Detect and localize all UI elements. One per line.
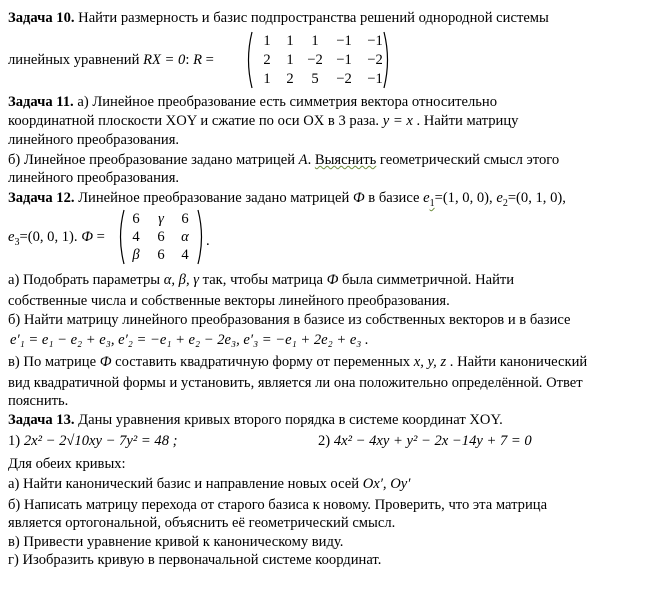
task12-v-line1 <box>8 353 587 371</box>
matrix-R-cell: −1 <box>336 52 352 68</box>
task12-e2-sub: 2 <box>502 197 508 209</box>
task12-title: Задача 12. <box>8 190 75 206</box>
task11-line2 <box>8 112 518 130</box>
task10-equation: RX = 0 <box>143 52 186 68</box>
task12-b-line1: б) Найти матрицу линейного преобразования в базисе из собственных векторов и в базисе <box>8 312 571 328</box>
task12-text1b: в базисе <box>364 190 424 206</box>
task12-e2-val: =(0, 1, 0), <box>507 190 566 206</box>
task10-colon: : <box>185 52 194 68</box>
task13-c: в) Привести уравнение кривой к каноническому виду. <box>8 534 344 550</box>
task11-text1: а) Линейное преобразование есть симметрия вектора относительно <box>73 94 498 110</box>
task13-d: г) Изобразить кривую в первоначальной системе координат. <box>8 552 382 568</box>
matrix-phi-cell: 6 <box>132 211 140 227</box>
task12-e3-sub: 3 <box>14 236 20 248</box>
task13-eq1-formula: 2x² − 2√10xy − 7y² = 48 ; <box>23 433 178 449</box>
matrix-phi-cell: 6 <box>157 229 165 245</box>
matrix-phi-cell: 4 <box>181 247 189 263</box>
matrix-R-cell: 2 <box>263 52 271 68</box>
task13-eq1 <box>8 432 178 450</box>
matrix-R-cell: 1 <box>311 33 319 49</box>
matrix-R-cell: 1 <box>286 52 294 68</box>
matrix-R-cell: −1 <box>367 33 383 49</box>
task13-b1: б) Написать матрицу перехода от старого базиса к новому. Проверить, что эта матрица <box>8 497 548 513</box>
task12-line2 <box>8 228 105 246</box>
task13-line1 <box>8 411 503 429</box>
task11-text2b: . Найти матрицу <box>412 113 519 129</box>
task13-eq1-label: 1) <box>8 433 24 449</box>
task11-text4a: б) Линейное преобразование задано матрицей <box>8 152 299 168</box>
matrix-phi-cell: 4 <box>132 229 140 245</box>
task12-b-line2: e′₁ = e₁ − e₂ + e₃, e′₂ = −e₁ + e₂ − 2e₃, e′₃ = −e₁ + 2e₂ + e₃ . <box>10 332 369 348</box>
task12-params: α, β, γ <box>163 272 199 288</box>
task10-line2 <box>8 51 214 69</box>
task11-line4 <box>8 151 559 169</box>
right-paren-icon <box>196 209 206 265</box>
matrix-R-cell: 2 <box>286 71 294 87</box>
task13-title: Задача 13. <box>8 412 75 428</box>
task12-phi4: Ф <box>99 354 112 370</box>
matrix-R-cell: −2 <box>307 52 323 68</box>
task13-eq2 <box>318 432 532 450</box>
matrix-R-cell: 5 <box>311 71 319 87</box>
matrix-R-cell: −2 <box>367 52 383 68</box>
task12-line1 <box>8 189 566 207</box>
task12-v-line2: вид квадратичной формы и установить, является ли она положительно определённой. Ответ <box>8 375 583 391</box>
task12-e1-val: =(1, 0, 0), <box>434 190 497 206</box>
task13-eq2-label: 2) <box>318 433 334 449</box>
task12-dot: . <box>206 233 210 249</box>
matrix-phi-cell: β <box>132 247 140 263</box>
task13-a-text: а) Найти канонический базис и направление новых осей <box>8 476 363 492</box>
task12-a-text1: а) Подобрать параметры <box>8 272 164 288</box>
task12-vars: x, y, z <box>413 354 447 370</box>
task12-phi2: Ф <box>81 229 93 245</box>
task12-v-text2: составить квадратичную форму от переменных <box>111 354 414 370</box>
matrix-R <box>244 31 392 89</box>
matrix-phi-cell: γ <box>158 211 164 227</box>
task10-text1: Найти размерность и базис подпространства решений однородной системы <box>74 10 549 26</box>
task10-text2: линейных уравнений <box>8 52 144 68</box>
task12-e1-sub: 1 <box>429 197 435 209</box>
task12-e3-val: =(0, 0, 1). <box>19 229 82 245</box>
task11-text4b: . <box>307 152 315 168</box>
task11-title: Задача 11. <box>8 94 74 110</box>
task12-v-line3: пояснить. <box>8 393 69 409</box>
matrix-phi <box>116 209 206 265</box>
task12-phi3: Ф <box>326 272 339 288</box>
task10-eqsign: = <box>201 52 214 68</box>
left-paren-icon <box>244 31 254 89</box>
task13-a <box>8 475 410 493</box>
matrix-R-cell: −1 <box>367 71 383 87</box>
task11-text4d: геометрический смысл этого <box>376 152 560 168</box>
task11-text2a: координатной плоскости XOY и сжатие по оси OX в 3 раза. <box>8 113 383 129</box>
matrix-phi-cell: 6 <box>157 247 165 263</box>
task12-eqsign: = <box>92 229 105 245</box>
task12-e2: e <box>496 190 503 206</box>
matrix-R-cell: 1 <box>263 71 271 87</box>
matrix-R-cell: 1 <box>263 33 271 49</box>
task11-spellcheck-word: Выяснить <box>314 152 377 168</box>
task12-phi: Ф <box>352 190 365 206</box>
task11-line3: линейного преобразования. <box>8 132 180 148</box>
task11-line1 <box>8 93 497 111</box>
task11-eq: y = x <box>382 113 413 129</box>
matrix-R-cell: −2 <box>336 71 352 87</box>
task12-a-text2: так, чтобы матрица <box>199 272 327 288</box>
matrix-phi-cell: 6 <box>181 211 189 227</box>
task12-a-text3: была симметричной. Найти <box>338 272 515 288</box>
task10-title: Задача 10. <box>8 10 75 26</box>
matrix-R-cell: −1 <box>336 33 352 49</box>
matrix-phi-cell: α <box>181 229 189 245</box>
task13-eq2-formula: 4x² − 4xy + y² − 2x −14y + 7 = 0 <box>333 433 532 449</box>
task13-axes: Ox′, Oy′ <box>362 476 411 492</box>
task12-v-text1: в) По матрице <box>8 354 100 370</box>
task12-e3: e <box>8 229 15 245</box>
task12-v-text3: . Найти канонический <box>446 354 588 370</box>
task12-e1: e <box>423 190 430 206</box>
task11-A: A <box>298 152 308 168</box>
task13-b2: является ортогональной, объяснить её геометрический смысл. <box>8 515 396 531</box>
task10-line1 <box>8 9 549 27</box>
task11-line5: линейного преобразования. <box>8 170 180 186</box>
task12-a-line1 <box>8 271 514 289</box>
matrix-R-cell: 1 <box>286 33 294 49</box>
task13-text1: Даны уравнения кривых второго порядка в системе координат XOY. <box>74 412 503 428</box>
task10-R: R <box>193 52 202 68</box>
task13-both: Для обеих кривых: <box>8 456 126 472</box>
task12-text1a: Линейное преобразование задано матрицей <box>74 190 353 206</box>
task12-a-line2: собственные числа и собственные векторы линейного преобразования. <box>8 293 450 309</box>
